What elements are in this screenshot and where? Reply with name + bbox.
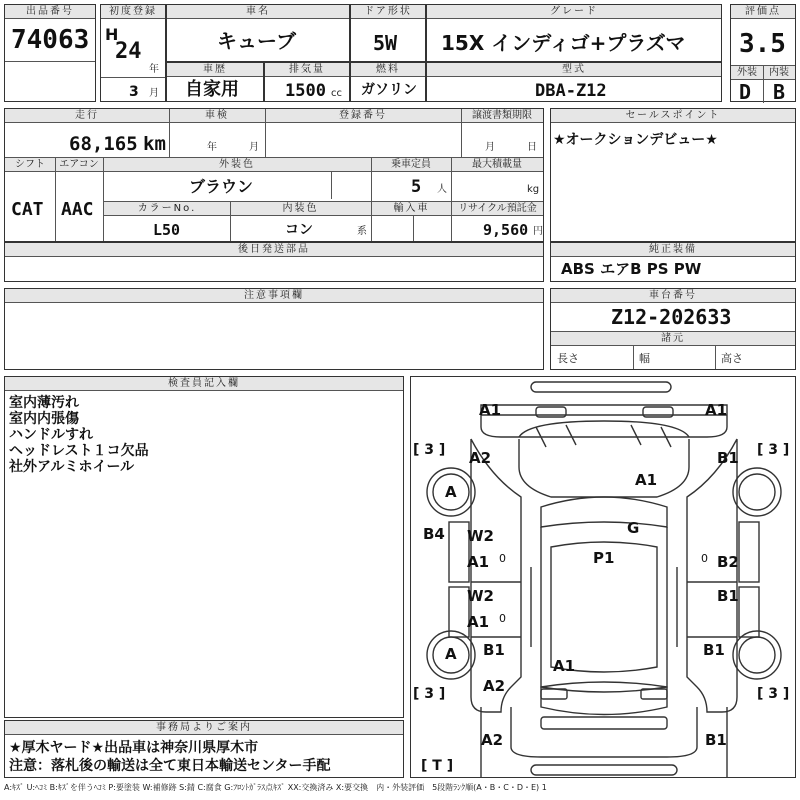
plate-header: 登録番号 xyxy=(265,109,461,123)
inspection-month-unit: 月 xyxy=(249,142,259,153)
diagram-mark: A1 xyxy=(635,471,658,489)
capacity-header: 乗車定員 xyxy=(371,158,451,172)
max-load-header: 最大積載量 xyxy=(451,158,543,172)
diagram-mark: W2 xyxy=(467,527,494,545)
mileage-header: 走行 xyxy=(5,109,169,123)
interior-score: B xyxy=(773,80,786,104)
diagram-mark: A2 xyxy=(481,731,504,749)
chassis-number: Z12-202633 xyxy=(611,305,732,329)
width-label: 幅 xyxy=(639,352,650,365)
chassis-header: 車台番号 xyxy=(551,289,795,303)
diagram-mark: B1 xyxy=(703,641,725,659)
registration-header: 初度登録 xyxy=(101,5,165,19)
color-no: L50 xyxy=(153,221,181,239)
diagram-mark: [ 3 ] xyxy=(413,442,446,458)
registration-year-unit: 年 xyxy=(149,64,159,75)
diagram-mark: 0 xyxy=(499,552,506,565)
model: DBA-Z12 xyxy=(535,81,607,101)
score-header: 評価点 xyxy=(731,5,795,19)
office-header: 事務局よりご案内 xyxy=(5,721,403,735)
diagram-mark: A xyxy=(445,483,457,501)
length-label: 長さ xyxy=(557,352,579,365)
shift: CAT xyxy=(11,199,44,220)
aircon: AAC xyxy=(61,199,94,220)
car-name: キューブ xyxy=(217,29,296,53)
diagram-mark: [ 3 ] xyxy=(413,686,446,702)
fuel-header: 燃料 xyxy=(351,63,425,77)
recycle-header: リサイクル預託金 xyxy=(452,202,543,216)
mileage-unit: km xyxy=(143,133,166,155)
interior-score-label: 内装 xyxy=(763,66,795,80)
capacity-unit: 人 xyxy=(437,184,447,195)
diagram-mark: B4 xyxy=(423,525,445,543)
lot-number-header: 出品番号 xyxy=(5,5,95,19)
inspection-year-unit: 年 xyxy=(207,142,217,153)
door-type-header: ドア形状 xyxy=(351,5,425,19)
car-diagram xyxy=(410,376,796,778)
mileage: 68,165 xyxy=(69,133,138,155)
diagram-mark: B1 xyxy=(717,449,739,467)
diagram-mark: A2 xyxy=(469,449,492,467)
equipment-header: 純正装備 xyxy=(551,243,795,257)
door-type: 5W xyxy=(373,31,398,55)
diagram-mark: [ T ] xyxy=(421,758,454,774)
diagram-mark: A2 xyxy=(483,677,506,695)
exterior-color: ブラウン xyxy=(189,177,254,196)
diagram-mark: A1 xyxy=(467,553,490,571)
chassis-box xyxy=(550,288,796,370)
color-no-header: カラーNo. xyxy=(104,202,230,216)
model-box xyxy=(426,62,722,102)
score-box xyxy=(730,4,796,102)
inspector-header: 検査員記入欄 xyxy=(5,377,403,391)
exterior-color-header: 外装色 xyxy=(103,158,371,172)
model-header: 型式 xyxy=(427,63,721,77)
diagram-mark: A1 xyxy=(553,657,576,675)
sales-point-box xyxy=(550,108,796,242)
office-line: ★厚木ヤード★出品車は神奈川県厚木市 xyxy=(9,740,259,756)
inspector-note: ハンドルすれ xyxy=(9,427,93,443)
specs-header: 諸元 xyxy=(551,332,795,346)
diagram-mark: P1 xyxy=(593,549,615,567)
door-type-box xyxy=(350,4,426,62)
diagram-mark: B1 xyxy=(483,641,505,659)
diagram-mark: A1 xyxy=(467,613,490,631)
registration-month: 3 xyxy=(129,84,139,100)
later-parts-header: 後日発送部品 xyxy=(5,243,543,257)
inspector-note: 室内内張傷 xyxy=(9,411,79,427)
overall-score: 3.5 xyxy=(739,29,786,59)
history-box xyxy=(166,62,264,102)
caution-box xyxy=(4,288,544,370)
diagram-mark: 0 xyxy=(499,612,506,625)
diagram-mark: B1 xyxy=(717,587,739,605)
equipment-box xyxy=(550,242,796,282)
sales-point: ★オークションデビュー★ xyxy=(553,132,718,148)
inspector-note: ヘッドレスト１コ欠品 xyxy=(9,443,149,459)
inspector-note: 社外アルミホイール xyxy=(9,459,135,475)
sales-point-header: セールスポイント xyxy=(551,109,795,123)
transfer-day-unit: 日 xyxy=(527,142,537,153)
caution-header: 注意事項欄 xyxy=(5,289,543,303)
inspection-header: 車検 xyxy=(169,109,265,123)
interior-color-unit: 系 xyxy=(357,226,367,237)
diagram-mark: [ 3 ] xyxy=(757,686,790,702)
registration-month-unit: 月 xyxy=(149,88,159,99)
displacement-unit: cc xyxy=(331,88,342,99)
office-line: 注意：落札後の輸送は全て東日本輸送センター手配 xyxy=(9,758,331,774)
grade-header: グレード xyxy=(427,5,721,19)
registration-era: H xyxy=(105,25,119,44)
diagram-mark: B1 xyxy=(705,731,727,749)
transfer-deadline-header: 譲渡書類期限 xyxy=(461,109,543,123)
displacement: 1500 xyxy=(285,81,326,101)
car-name-header: 車名 xyxy=(167,5,349,19)
grade: 15X インディゴ+プラズマ xyxy=(441,31,686,55)
recycle-unit: 円 xyxy=(533,226,543,237)
import-header: 輸入車 xyxy=(372,202,451,216)
diagram-mark: [ 3 ] xyxy=(757,442,790,458)
lot-number: 74063 xyxy=(11,25,90,55)
interior-color-header: 内装色 xyxy=(230,202,371,216)
max-load-unit: kg xyxy=(527,184,540,195)
vehicle-details xyxy=(4,108,544,242)
fuel: ガソリン xyxy=(361,82,417,98)
grade-box xyxy=(426,4,722,62)
later-parts-box xyxy=(4,242,544,282)
capacity: 5 xyxy=(411,177,422,197)
legend: A:ｷｽﾞ U:ﾍｺﾐ B:ｷｽﾞを伴うﾍｺﾐ P:要塗装 W:補修跡 S:錆 C:腐食 G:ﾌﾛﾝﾄｶﾞﾗｽ点ｷｽﾞ XX:交換済み X:要交換 内・外装評価 5段階ﾗﾝｸ順(A・B・C・D・E) 1 xyxy=(4,783,547,792)
recycle-fee: 9,560 xyxy=(483,221,529,239)
office-box xyxy=(4,720,404,778)
diagram-mark: A xyxy=(445,645,457,663)
registration-year: 24 xyxy=(115,39,142,64)
diagram-mark: 0 xyxy=(701,552,708,565)
interior-color: コン xyxy=(285,222,313,238)
aircon-header: エアコン xyxy=(55,158,103,172)
history-header: 車歴 xyxy=(167,63,263,77)
shift-header: シフト xyxy=(5,158,55,172)
diagram-mark: A1 xyxy=(479,401,502,419)
diagram-mark: W2 xyxy=(467,587,494,605)
height-label: 高さ xyxy=(721,352,743,365)
lot-number-box xyxy=(4,4,96,102)
car-outline xyxy=(411,377,796,778)
transfer-month-unit: 月 xyxy=(485,142,495,153)
exterior-score: D xyxy=(739,80,752,104)
exterior-score-label: 外装 xyxy=(731,66,763,80)
first-registration-box xyxy=(100,4,166,102)
displacement-box xyxy=(264,62,350,102)
inspector-note: 室内薄汚れ xyxy=(9,395,79,411)
car-name-box xyxy=(166,4,350,62)
diagram-mark: A1 xyxy=(705,401,728,419)
inspector-box xyxy=(4,376,404,718)
history: 自家用 xyxy=(185,79,239,100)
fuel-box xyxy=(350,62,426,102)
displacement-header: 排気量 xyxy=(265,63,349,77)
diagram-mark: B2 xyxy=(717,553,739,571)
diagram-mark: G xyxy=(627,519,640,537)
equipment: ABS エアB PS PW xyxy=(561,260,702,278)
